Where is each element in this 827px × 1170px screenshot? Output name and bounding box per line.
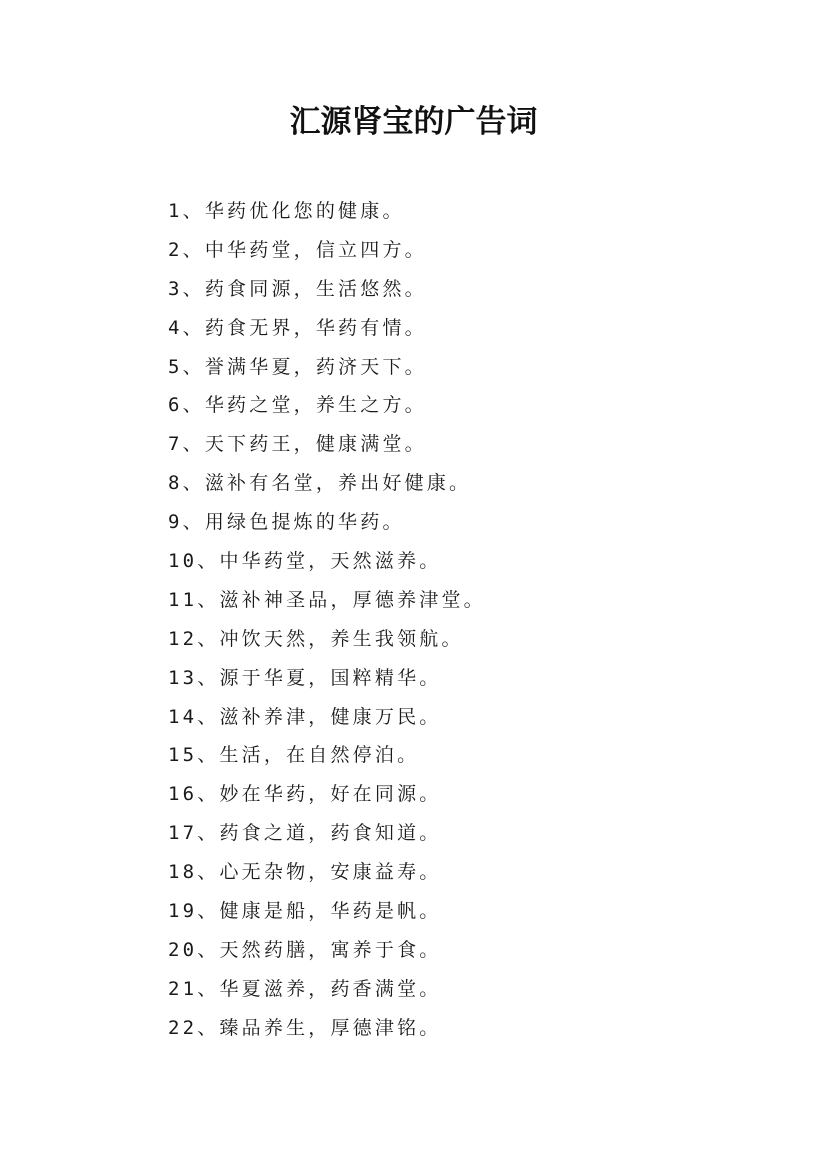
list-item: 2、中华药堂，信立四方。 — [168, 238, 427, 261]
list-item: 9、用绿色提炼的华药。 — [168, 511, 405, 534]
list-item: 6、华药之堂，养生之方。 — [168, 394, 427, 417]
list-item: 10、中华药堂，天然滋养。 — [168, 550, 442, 573]
list-item: 22、臻品养生，厚德津铭。 — [168, 1016, 442, 1039]
list-item: 7、天下药王，健康满堂。 — [168, 433, 427, 456]
list-item: 13、源于华夏，国粹精华。 — [168, 666, 442, 689]
list-item: 1、华药优化您的健康。 — [168, 200, 405, 222]
list-item: 12、冲饮天然，养生我领航。 — [168, 627, 464, 650]
list-item: 20、天然药膳，寓养于食。 — [168, 938, 442, 961]
list-item: 5、誉满华夏，药济天下。 — [168, 355, 427, 378]
list-item: 16、妙在华药，好在同源。 — [168, 783, 442, 806]
slogan-list — [168, 196, 486, 1052]
document-title: 汇源肾宝的广告词 — [289, 104, 538, 140]
list-item: 11、滋补神圣品，厚德养津堂。 — [168, 588, 486, 611]
list-item: 8、滋补有名堂，养出好健康。 — [168, 472, 472, 495]
list-item: 17、药食之道，药食知道。 — [168, 822, 442, 845]
list-item: 21、华夏滋养，药香满堂。 — [168, 977, 442, 1000]
list-item: 3、药食同源，生活悠然。 — [168, 277, 427, 300]
list-item: 15、生活，在自然停泊。 — [168, 744, 420, 767]
list-item: 18、心无杂物，安康益寿。 — [168, 861, 442, 884]
list-item: 14、滋补养津，健康万民。 — [168, 705, 442, 728]
list-item: 19、健康是船，华药是帆。 — [168, 900, 442, 923]
list-item: 4、药食无界，华药有情。 — [168, 316, 427, 339]
